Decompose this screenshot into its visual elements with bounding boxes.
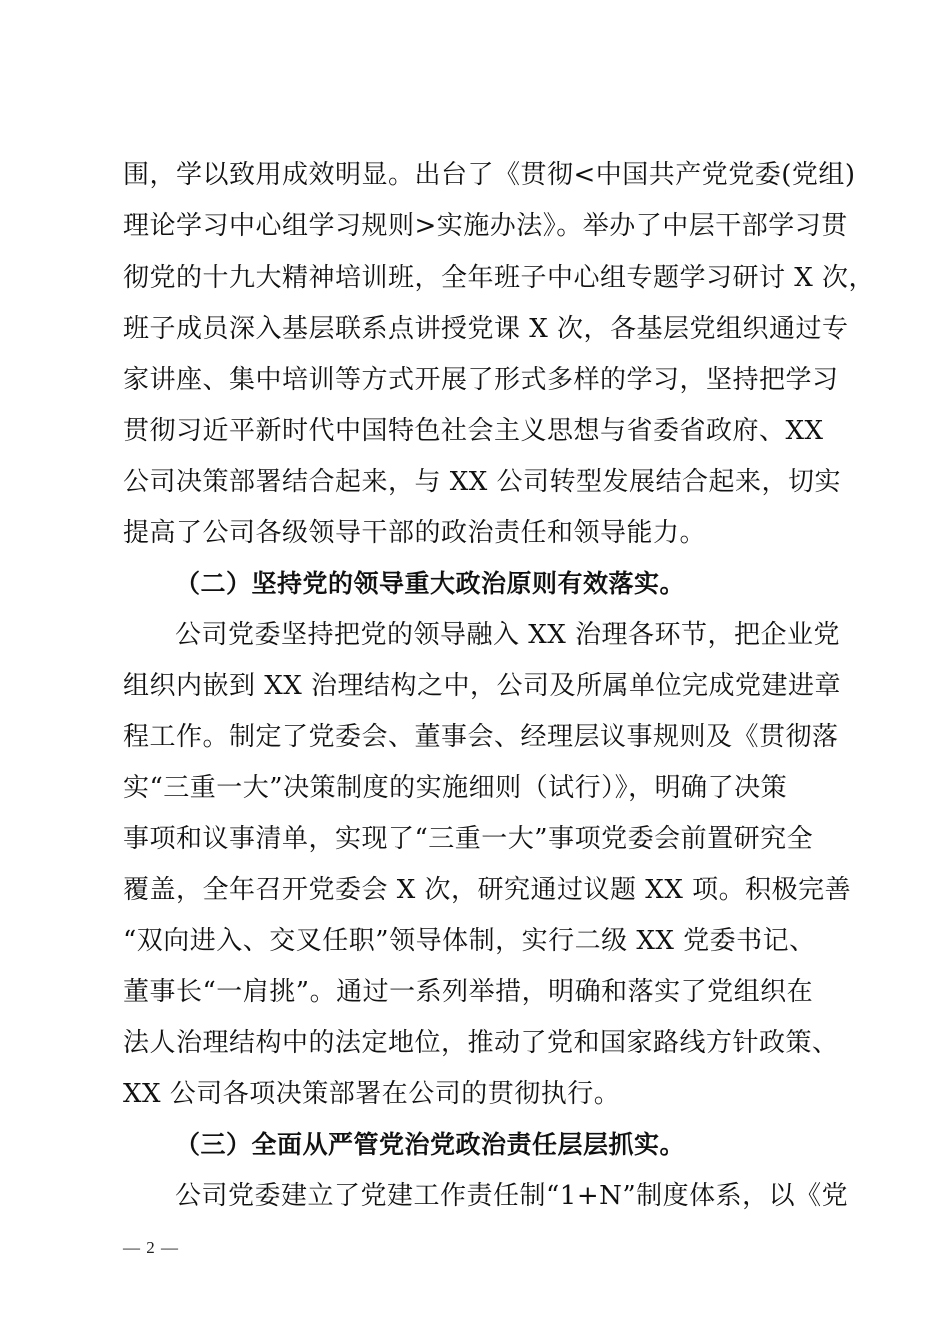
section-heading-3: （三）全面从严管党治党政治责任层层抓实。 [175, 1130, 686, 1159]
page-number: — 2 — [123, 1238, 179, 1257]
body-text-line: 理论学习中心组学习规则>实施办法》。举办了中层干部学习贯 [123, 211, 848, 241]
body-text-line: XX 公司各项决策部署在公司的贯彻执行。 [123, 1079, 621, 1109]
body-text-line: 家讲座、集中培训等方式开展了形式多样的学习，坚持把学习 [123, 365, 839, 395]
body-text-line: 班子成员深入基层联系点讲授党课 X 次，各基层党组织通过专 [123, 314, 849, 344]
body-text-line: 程工作。制定了党委会、董事会、经理层议事规则及《贯彻落 [123, 722, 839, 752]
paragraph-start-line: 公司党委坚持把党的领导融入 XX 治理各环节，把企业党 [175, 620, 841, 650]
body-text-line: 董事长“一肩挑”。通过一系列举措，明确和落实了党组织在 [123, 977, 814, 1007]
body-text-line: 覆盖，全年召开党委会 X 次，研究通过议题 XX 项。积极完善 [123, 875, 852, 905]
section-heading-2: （二）坚持党的领导重大政治原则有效落实。 [175, 569, 686, 598]
body-text-line: 彻党的十九大精神培训班，全年班子中心组专题学习研讨 X 次， [123, 263, 876, 293]
body-text-line: 贯彻习近平新时代中国特色社会主义思想与省委省政府、XX [123, 416, 824, 446]
body-text-line: 围，学以致用成效明显。出台了《贯彻<中国共产党党委(党组) [123, 160, 856, 190]
body-text-line: 实“三重一大”决策制度的实施细则（试行）》，明确了决策 [123, 773, 788, 803]
paragraph-start-line: 公司党委建立了党建工作责任制“1+N”制度体系，以《党 [175, 1181, 849, 1211]
body-text-line: 组织内嵌到 XX 治理结构之中，公司及所属单位完成党建进章 [123, 671, 842, 701]
body-text-line: 法人治理结构中的法定地位，推动了党和国家路线方针政策、 [123, 1028, 839, 1058]
body-text-line: 提高了公司各级领导干部的政治责任和领导能力。 [123, 518, 707, 548]
body-text-line: “双向进入、交叉任职”领导体制，实行二级 XX 党委书记、 [123, 926, 816, 956]
body-text-line: 事项和议事清单，实现了“三重一大”事项党委会前置研究全 [123, 824, 814, 854]
body-text-line: 公司决策部署结合起来，与 XX 公司转型发展结合起来，切实 [123, 467, 842, 497]
